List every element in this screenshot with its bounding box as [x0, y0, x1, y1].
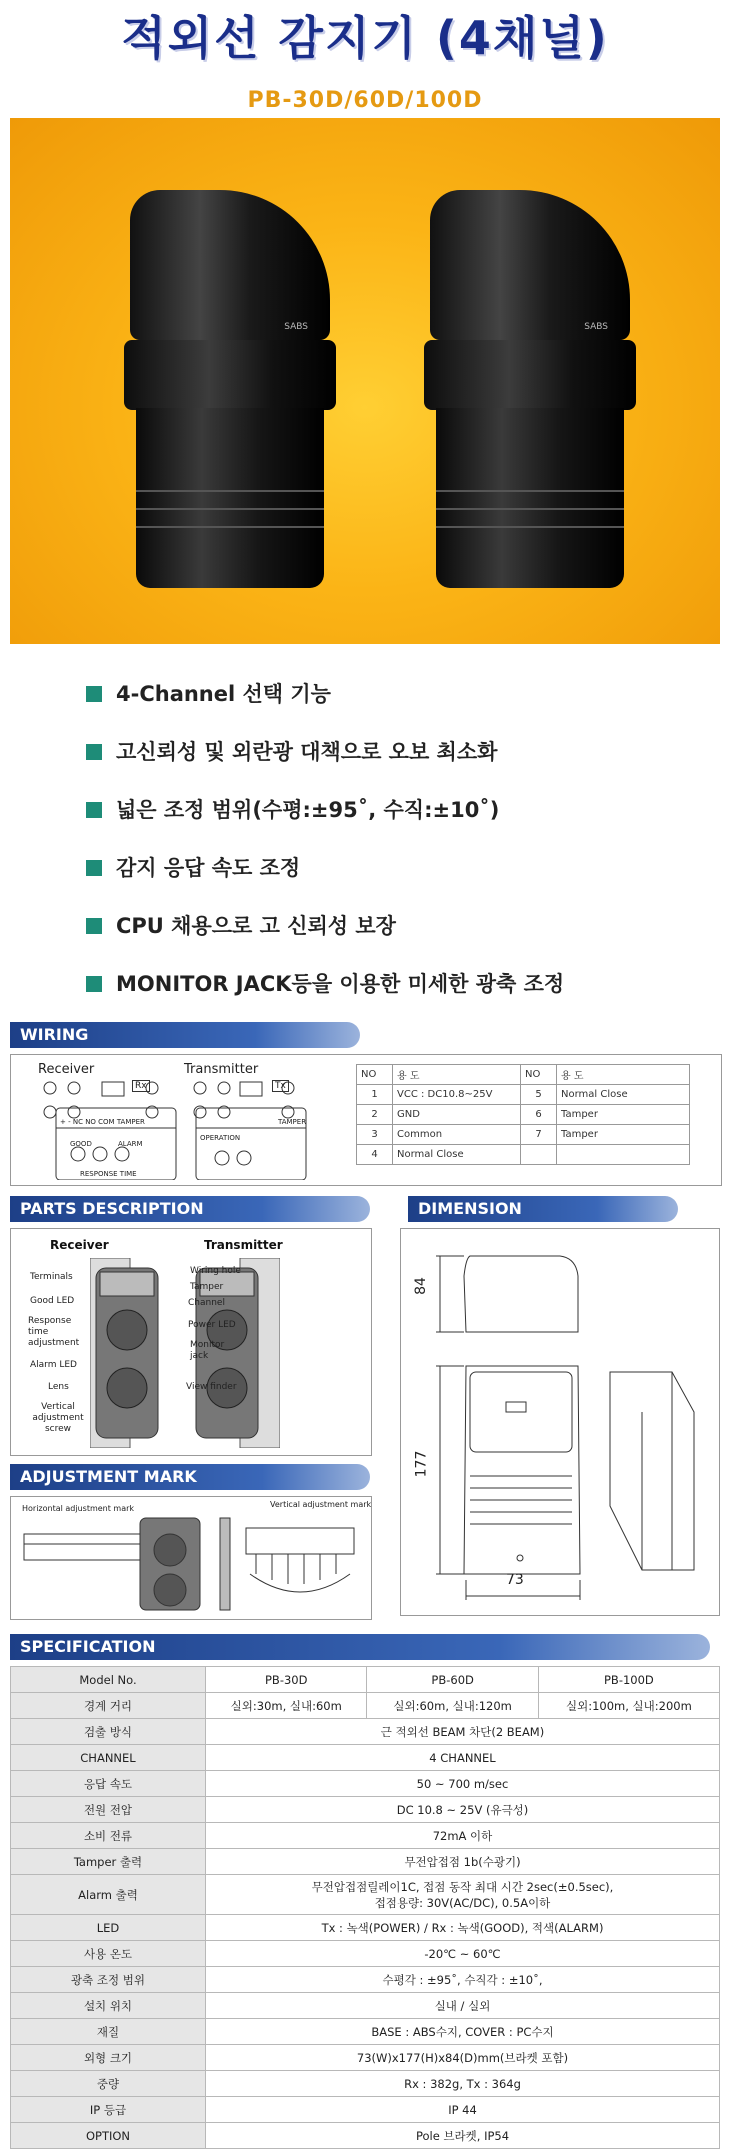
table-row: OPTION Pole 브라켓, IP54: [11, 2123, 720, 2149]
wiring-response-label: RESPONSE TIME: [80, 1170, 137, 1178]
bullet-square-icon: [86, 802, 102, 818]
table-row: 3 Common 7 Tamper: [357, 1125, 690, 1145]
bullet-square-icon: [86, 744, 102, 760]
dimension-section-header: DIMENSION: [408, 1196, 678, 1222]
table-row: 광축 조정 범위 수평각 : ±95˚, 수직각 : ±10˚,: [11, 1967, 720, 1993]
table-row: 중량 Rx : 382g, Tx : 364g: [11, 2071, 720, 2097]
sensor-logo: SABS: [284, 322, 308, 332]
wiring-good-label: GOOD: [70, 1140, 92, 1148]
part-label: Power LED: [188, 1320, 236, 1330]
table-row: Tamper 출력 무전압접점 1b(수광기): [11, 1849, 720, 1875]
dimension-height-body: 177: [413, 1450, 430, 1478]
table-row: 재질 BASE : ABS수지, COVER : PC수지: [11, 2019, 720, 2045]
dimension-drawing: [410, 1236, 716, 1612]
table-row: 1 VCC : DC10.8~25V 5 Normal Close: [357, 1085, 690, 1105]
table-row: 경계 거리 실외:30m, 실내:60m 실외:60m, 실내:120m 실외:100m, 실내:200m: [11, 1693, 720, 1719]
table-row: Alarm 출력 무전압접점릴레이1C, 접점 동작 최대 시간 2sec(±0.5sec), 접점용량: 30V(AC/DC), 0.5A이하: [11, 1875, 720, 1915]
table-row: CHANNEL 4 CHANNEL: [11, 1745, 720, 1771]
feature-item: 4-Channel 선택 기능: [86, 678, 331, 708]
page-title: 적외선 감지기 (4채널): [121, 11, 609, 65]
feature-item: MONITOR JACK등을 이용한 미세한 광축 조정: [86, 968, 564, 998]
table-row: 사용 온도 -20℃ ~ 60℃: [11, 1941, 720, 1967]
wiring-section-header: WIRING: [10, 1022, 360, 1048]
feature-item: CPU 채용으로 고 신뢰성 보장: [86, 910, 396, 940]
sensor-receiver-photo: [130, 190, 330, 590]
table-row: 검출 방식 근 적외선 BEAM 차단(2 BEAM): [11, 1719, 720, 1745]
adjustment-section-header: ADJUSTMENT MARK: [10, 1464, 370, 1490]
wiring-tamper-label: TAMPER: [278, 1118, 307, 1126]
bullet-square-icon: [86, 686, 102, 702]
wiring-operation-label: OPERATION: [200, 1134, 241, 1142]
wiring-rx-badge: Rx: [132, 1080, 150, 1092]
model-subtitle: PB-30D/60D/100D: [247, 88, 483, 113]
parts-receiver-label: Receiver: [50, 1238, 109, 1252]
wiring-receiver-label: Receiver: [38, 1062, 95, 1077]
table-row: IP 등급 IP 44: [11, 2097, 720, 2123]
product-photo: [10, 118, 720, 644]
table-row: 응답 속도 50 ~ 700 m/sec: [11, 1771, 720, 1797]
parts-diagram: [90, 1258, 280, 1448]
dimension-width: 73: [506, 1572, 524, 1588]
part-label: Channel: [188, 1298, 225, 1308]
bullet-square-icon: [86, 976, 102, 992]
dimension-height-top: 84: [412, 1277, 429, 1295]
part-label: Wiring hole: [190, 1266, 241, 1276]
table-row: LED Tx : 녹색(POWER) / Rx : 녹색(GOOD), 적색(ALARM): [11, 1915, 720, 1941]
bullet-square-icon: [86, 860, 102, 876]
wiring-terminals-label: + - NC NO COM TAMPER: [60, 1118, 145, 1126]
bullet-square-icon: [86, 918, 102, 934]
part-label: Tamper: [190, 1282, 224, 1292]
adjustment-vertical-label: Vertical adjustment mark: [270, 1500, 372, 1509]
table-row: 설치 위치 실내 / 실외: [11, 1993, 720, 2019]
part-label: Alarm LED: [30, 1360, 77, 1370]
table-row: Model No. PB-30D PB-60D PB-100D: [11, 1667, 720, 1693]
table-row: 소비 전류 72mA 이하: [11, 1823, 720, 1849]
table-row: 외형 크기 73(W)x177(H)x84(D)mm(브라켓 포함): [11, 2045, 720, 2071]
sensor-transmitter-photo: [430, 190, 630, 590]
part-label: Terminals: [30, 1272, 73, 1282]
feature-item: 고신뢰성 및 외란광 대책으로 오보 최소화: [86, 736, 497, 766]
table-row: 4 Normal Close: [357, 1145, 690, 1165]
feature-item: 감지 응답 속도 조정: [86, 852, 300, 882]
adjustment-horizontal-label: Horizontal adjustment mark: [22, 1504, 135, 1513]
part-label: Lens: [48, 1382, 69, 1392]
table-row: 2 GND 6 Tamper: [357, 1105, 690, 1125]
table-row: 전원 전압 DC 10.8 ~ 25V (유극성): [11, 1797, 720, 1823]
sensor-logo: SABS: [584, 322, 608, 332]
wiring-alarm-label: ALARM: [118, 1140, 143, 1148]
wiring-table: NO 용 도 NO 용 도 1 VCC : DC10.8~25V 5 Normal Close 2 GND 6 Tamper 3 Common 7 Tamper 4 Normal Close: [356, 1064, 690, 1165]
spec-table: [10, 1666, 720, 2149]
feature-item: 넓은 조정 범위(수평:±95˚, 수직:±10˚): [86, 794, 499, 824]
part-label: Response time adjustment: [28, 1316, 80, 1348]
parts-transmitter-label: Transmitter: [204, 1238, 283, 1252]
part-label: Good LED: [30, 1296, 75, 1306]
parts-section-header: PARTS DESCRIPTION: [10, 1196, 370, 1222]
part-label: View finder: [186, 1382, 237, 1392]
adjustment-diagram: [20, 1514, 364, 1614]
part-label: Vertical adjustment screw: [32, 1402, 84, 1434]
part-label: Monitor jack: [190, 1340, 225, 1361]
wiring-diagram: [40, 1078, 350, 1180]
wiring-transmitter-label: Transmitter: [184, 1062, 259, 1077]
spec-section-header: SPECIFICATION: [10, 1634, 710, 1660]
wiring-tx-badge: Tx: [272, 1080, 289, 1092]
